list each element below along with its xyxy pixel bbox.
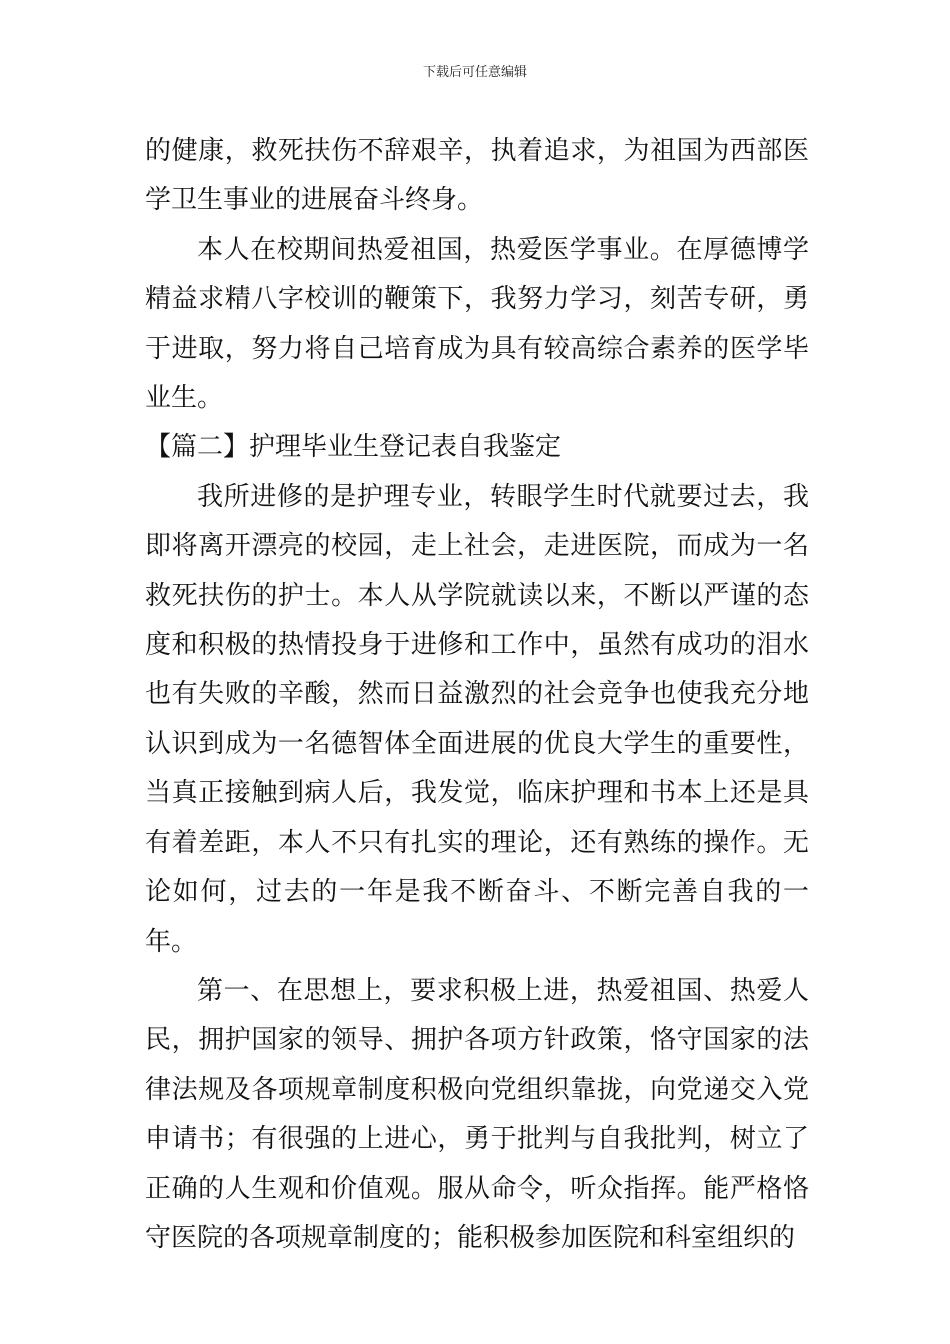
ideology-paragraph: 第一、在思想上，要求积极上进，热爱祖国、热爱人民，拥护国家的领导、拥护各项方针政策，恪守国家的法律法规及各项规章制度积极向党组织靠拢，向党递交入党申请书；有很强的上进心，勇于批判与自我批判，树立了正确的人生观和价值观。服从命令，听众指挥。能严格恪守医院的各项规章制度的；能积极参加医院和科室组织的 xyxy=(145,975,809,1253)
self-assessment-paragraph: 本人在校期间热爱祖国，热爱医学事业。在厚德博学精益求精八字校训的鞭策下，我努力学习，刻苦专研，勇于进取，努力将自己培育成为具有较高综合素养的医学毕业生。 xyxy=(145,234,809,414)
nursing-study-paragraph: 我所进修的是护理专业，转眼学生时代就要过去，我即将离开漂亮的校园，走上社会，走进医院，而成为一名救死扶伤的护士。本人从学院就读以来，不断以严谨的态度和积极的热情投身于进修和工作中，虽然有成功的泪水也有失败的辛酸，然而日益激烈的社会竞争也使我充分地认识到成为一名德智体全面进展的优良大学生的重要性，当真正接触到病人后，我发觉，临床护理和书本上还是具有着差距，本人不只有扎实的理论，还有熟练的操作。无论如何，过去的一年是我不断奋斗、不断完善自我的一年。 xyxy=(145,481,809,957)
section-heading: 【篇二】护理毕业生登记表自我鉴定 xyxy=(145,432,562,463)
continuation-paragraph: 的健康，救死扶伤不辞艰辛，执着追求，为祖国为西部医学卫生事业的进展奋斗终身。 xyxy=(145,136,809,216)
document-body xyxy=(145,127,809,1263)
page-header-note: 下载后可任意编辑 xyxy=(422,65,527,80)
